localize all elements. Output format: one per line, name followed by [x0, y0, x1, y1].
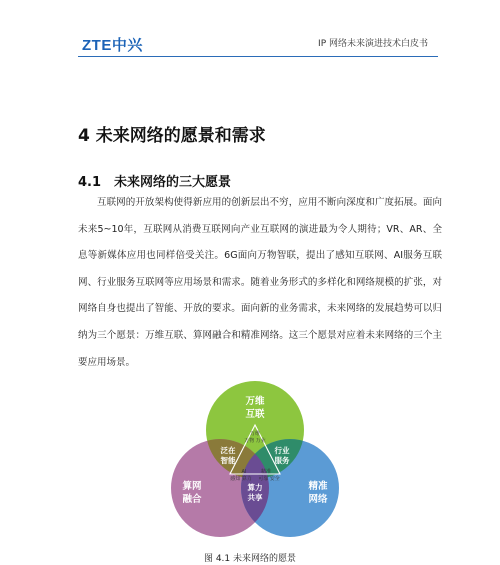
overlap-top-left-label-1: 泛在 [220, 446, 236, 455]
circle-top-label-2: 互联 [245, 409, 265, 420]
circle-left-label-1: 算网 [182, 481, 202, 492]
section-number: 4.1 [78, 175, 102, 190]
circle-right-label-2: 网络 [308, 494, 328, 505]
inner-top-label-2: 万物 万业 [244, 438, 266, 444]
inner-right-label-1: 精准 [260, 469, 272, 475]
inner-left-label-2: 感知 算力 [230, 476, 252, 482]
section-heading [78, 171, 231, 190]
zte-logo: ZTE中兴 [82, 37, 143, 54]
figure-caption: 图 4.1 未来网络的愿景 [203, 554, 297, 564]
page-header [0, 0, 500, 60]
circle-left-label-2: 融合 [182, 494, 202, 505]
body-text [78, 190, 442, 376]
inner-left-label-1: AI [241, 469, 247, 475]
overlap-top-left-label-2: 智能 [220, 456, 236, 465]
overlap-top-right-label-1: 行业 [274, 446, 290, 455]
chapter-number: 4 [78, 126, 90, 146]
overlap-top-right-label-2: 服务 [274, 456, 290, 465]
section-title: 未来网络的三大愿景 [114, 175, 232, 190]
body-paragraph: 互联网的开放架构使得新应用的创新层出不穷，应用不断向深度和广度拓展。面向未来5~10年，互联网从消费互联网向产业互联网的演进最为令人期待；VR、AR、全息等新媒体应用也同样倍受关注。6G面向万物智联，提出了感知互联网、AI服务互联网、行业服务互联网等应用场景和需求。随着业务形式的多样化和网络规模的扩张，对网络自身也提出了智能、开放的要求。面向新的业务需求，未来网络的发展趋势可以归纳为三个愿景：万维互联、算网融合和精准网络。这三个愿景对应着未来网络的三个主要应用场景。 [78, 197, 442, 368]
inner-top-label-1: 万维 [249, 431, 261, 437]
vision-venn-diagram [160, 378, 350, 548]
circle-right-label-1: 精准 [308, 481, 328, 492]
inner-right-label-2: 可靠 安全 [258, 476, 280, 482]
circle-top-label-1: 万维 [245, 396, 265, 407]
document-title: IP 网络未来演进技术白皮书 [318, 39, 428, 49]
overlap-bottom-label-2: 共享 [247, 493, 263, 502]
header-divider [78, 56, 438, 57]
overlap-bottom-label-1: 算力 [247, 483, 263, 492]
chapter-title: 未来网络的愿景和需求 [95, 126, 266, 146]
chapter-heading [78, 121, 266, 146]
